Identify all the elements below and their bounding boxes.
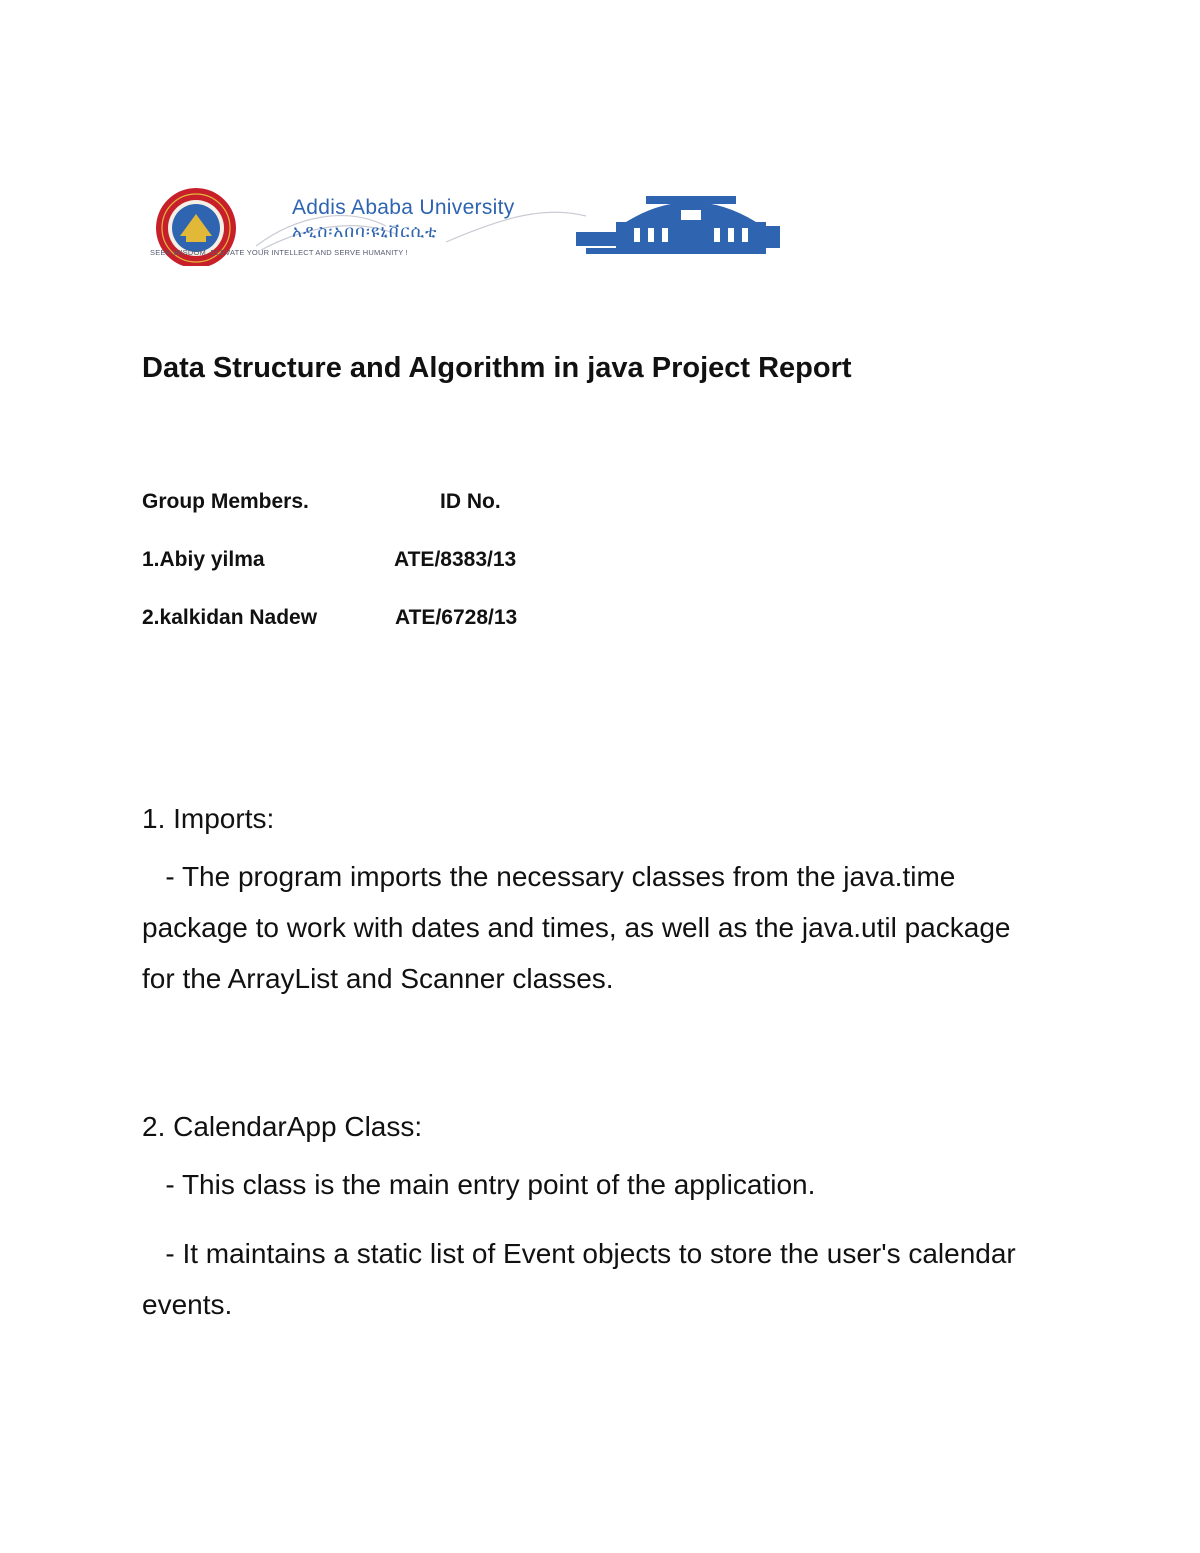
university-banner bbox=[146, 186, 782, 266]
section-heading: 2. CalendarApp Class: bbox=[142, 1111, 423, 1142]
member-name: 1.Abiy yilma bbox=[142, 548, 265, 571]
report-title: Data Structure and Algorithm in java Project Report bbox=[142, 352, 852, 384]
member-id: ATE/6728/13 bbox=[395, 606, 518, 629]
section-paragraph: - This class is the main entry point of the application. bbox=[142, 1169, 816, 1200]
university-name-amharic: አዲስ፡አበባ፡ዩኒቨርሲቲ bbox=[292, 222, 438, 241]
university-motto: SEEK WISDOM, ELEVATE YOUR INTELLECT AND SERVE HUMANITY ! bbox=[150, 248, 408, 257]
member-id: ATE/8383/13 bbox=[394, 548, 517, 571]
section-paragraph: - The program imports the necessary classes from the java.time package to work with dates and times, as well as the java.util package for the ArrayList and Scanner classes. bbox=[142, 861, 1019, 994]
member-name: 2.kalkidan Nadew bbox=[142, 606, 318, 629]
section-calendarapp-class bbox=[142, 1111, 1042, 1330]
university-name: Addis Ababa University bbox=[292, 196, 515, 219]
section-heading: 1. Imports: bbox=[142, 803, 275, 834]
section-paragraph: - It maintains a static list of Event objects to store the user's calendar events. bbox=[142, 1238, 1024, 1320]
university-building-icon bbox=[576, 196, 780, 254]
members-id-header: ID No. bbox=[440, 490, 501, 513]
members-name-header: Group Members. bbox=[142, 490, 309, 513]
section-imports bbox=[142, 803, 1042, 1004]
